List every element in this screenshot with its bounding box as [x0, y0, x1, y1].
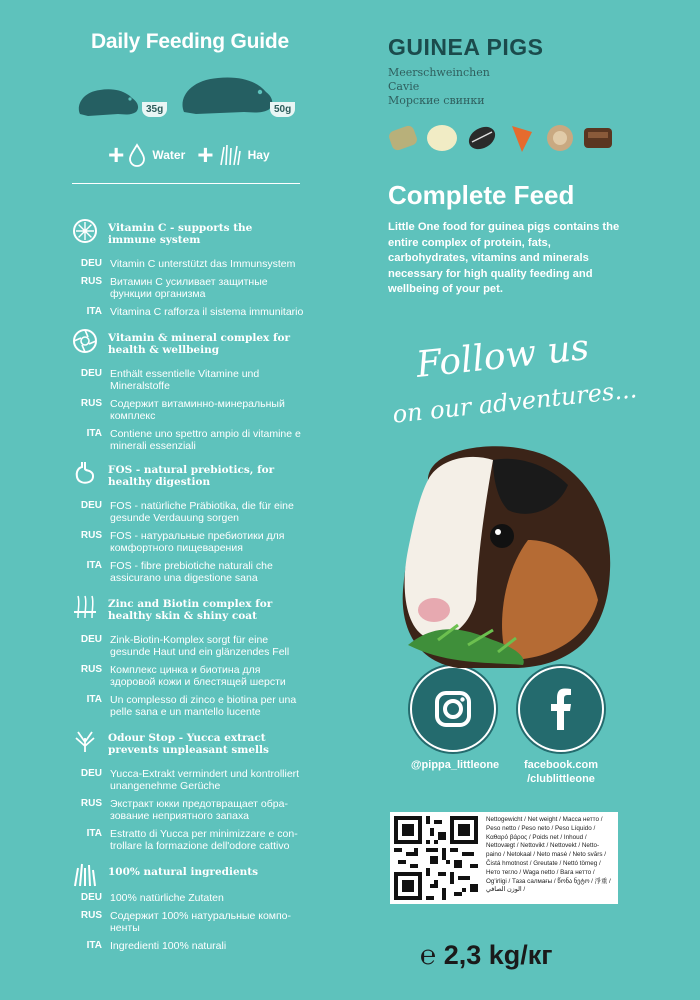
species-subtitle-it: Cavie [388, 80, 420, 93]
follow-us-line2: on our adventures... [391, 375, 639, 429]
species-title: GUINEA PIGS [388, 34, 544, 60]
translation-text: Vitamina C rafforza il sistema immunitario [110, 306, 304, 318]
instagram-handle[interactable]: @pippa_littleone [410, 759, 500, 771]
hair-follicle-icon [72, 594, 98, 620]
instagram-button[interactable] [408, 664, 498, 754]
translation-text: Содержит витаминно-минеральный комплекс [110, 398, 285, 422]
translation-row [72, 664, 308, 688]
complete-feed-title: Complete Feed [388, 180, 575, 210]
complete-feed-description: Little One food for guinea pigs contains the entire complex of protein, fats, carbohydrates, vitamins and minerals necessary for high quality feeding and wellbeing of your pet. [388, 221, 620, 296]
translation-row [72, 768, 308, 792]
facebook-button[interactable] [516, 664, 606, 754]
follow-us-line1: Follow us [414, 327, 591, 386]
translation-text: Комплекс цинка и биотина для здоровой кожи и блестящей шерсти [110, 664, 286, 688]
translation-row [72, 368, 308, 392]
sunflower-seed-icon [465, 122, 499, 153]
language-code: ITA [86, 828, 102, 839]
language-code: RUS [80, 398, 102, 409]
benefit-title: Odour Stop - Yucca extract prevents unpleasant smells [108, 732, 269, 756]
translation-text: Содержит 100% натуральные компо-ненты [110, 910, 292, 934]
qr-code[interactable] [394, 816, 478, 900]
water-label: Water [152, 148, 186, 162]
water-hay-row [108, 139, 270, 170]
translation-row [72, 634, 308, 658]
translation-row [72, 892, 308, 904]
language-code: DEU [80, 634, 102, 645]
language-code: DEU [80, 368, 102, 379]
translation-row [72, 530, 308, 554]
translation-text: FOS - natürliche Präbiotika, die für eine gesunde Verdauung sorgen [110, 500, 294, 524]
hay-label: Hay [247, 148, 270, 162]
translation-text: Экстракт юкки предотвращает обра-зование неприятного запаха [110, 798, 288, 822]
translation-text: FOS - fibre prebiotiche naturali che assicurano una digestione sana [110, 560, 273, 584]
alfalfa-pellet-icon [388, 124, 419, 152]
grass-icon [72, 862, 98, 888]
feeding-guide-title: Daily Feeding Guide [90, 30, 290, 53]
net-weight-panel [390, 812, 618, 904]
walnut-icon [547, 125, 573, 151]
translation-text: FOS - натуральные пребиотики для комфортного пищеварения [110, 530, 285, 554]
translation-row [72, 910, 308, 934]
plus-icon: + [108, 139, 125, 170]
translation-row [72, 398, 308, 422]
aperture-icon [72, 328, 98, 354]
guinea-pig-photo [398, 440, 618, 670]
translation-row [72, 798, 308, 822]
benefit-zinc-biotin [72, 598, 308, 718]
facebook-url[interactable] [506, 758, 616, 786]
language-code: RUS [80, 664, 102, 675]
language-code: ITA [86, 694, 102, 705]
language-code: RUS [80, 276, 102, 287]
ingredient-icons [388, 120, 620, 156]
translation-row [72, 694, 308, 718]
language-code: RUS [80, 798, 102, 809]
plus-icon: + [197, 139, 214, 170]
species-subtitle-de: Meerschweinchen [388, 66, 490, 79]
translation-row [72, 258, 308, 270]
benefit-title: Zinc and Biotin complex for healthy skin & shiny coat [108, 598, 273, 622]
translation-row [72, 828, 308, 852]
language-code: DEU [80, 768, 102, 779]
translation-text: Contiene uno spettro ampio di vitamine e minerali essenziali [110, 428, 301, 452]
benefit-title: Vitamin & mineral complex for health & wellbeing [108, 332, 291, 356]
stomach-icon [72, 460, 98, 486]
benefit-fos [72, 464, 308, 584]
translation-row [72, 500, 308, 524]
large-portion-label: 50g [270, 102, 295, 117]
benefit-vitamin-c [72, 222, 308, 318]
translation-row [72, 560, 308, 584]
language-code: ITA [86, 428, 102, 439]
language-code: RUS [80, 910, 102, 921]
benefit-odour-stop [72, 732, 308, 852]
translation-text: Yucca-Extrakt vermindert und kontrolliert unangenehme Gerüche [110, 768, 300, 792]
language-code: ITA [86, 560, 102, 571]
benefit-title: Vitamin C - supports the immune system [108, 222, 253, 246]
translation-text: 100% natürliche Zutaten [110, 892, 224, 904]
carrot-icon [512, 126, 532, 152]
portion-icons [72, 72, 308, 122]
facebook-url-line2: /clublittleone [527, 773, 595, 785]
hay-icon [218, 143, 242, 167]
translation-text: Zink-Biotin-Komplex sorgt für eine gesunde Haut und ein glänzendes Fell [110, 634, 290, 658]
species-subtitle-ru: Морские свинки [388, 94, 485, 107]
dried-fruit-icon [584, 128, 612, 148]
translation-text: Estratto di Yucca per minimizzare e con-trollare la formazione dell'odore cattivo [110, 828, 298, 852]
water-drop-icon [128, 143, 146, 167]
small-portion-label: 35g [142, 102, 167, 117]
net-weight-value: ℮ 2,3 kg/кг [420, 940, 553, 970]
language-code: DEU [80, 500, 102, 511]
net-weight-translations: Nettogewicht / Net weight / Масса нетто / Peso netto / Peso neto / Peso Líquido / Καθαρό βάρος / Poids net / Inhoud / Nettovægt / Nettovikt / Nettovekt / Netto-paino / Netokaal / Neto masė / Neto svārs / Čistá hmotnost / Greutate / Nettó tömeg / Нето тегло / Waga netto / Вага нетто / Og'irligi / Таза салмағы / წონა ნეტო / 淨重 / الوزن الصافي / [486, 816, 611, 894]
follow-us-heading [388, 327, 639, 444]
language-code: RUS [80, 530, 102, 541]
benefit-title: FOS - natural prebiotics, for healthy digestion [108, 464, 275, 488]
language-code: ITA [86, 940, 102, 951]
translation-row [72, 940, 308, 952]
language-code: ITA [86, 306, 102, 317]
small-guinea-pig-icon [74, 84, 142, 120]
translation-text: Un complesso di zinco e biotina per una pelle sana e un mantello lucente [110, 694, 297, 718]
large-guinea-pig-icon [178, 72, 278, 118]
facebook-icon [516, 664, 606, 754]
translation-row [72, 306, 308, 318]
translation-text: Ingredienti 100% naturali [110, 940, 227, 952]
translation-text: Витамин С усиливает защитные функции организма [110, 276, 268, 300]
benefit-title: 100% natural ingredients [108, 866, 259, 878]
facebook-url-line1: facebook.com [524, 759, 598, 771]
benefit-vitamin-mineral [72, 332, 308, 452]
translation-row [72, 428, 308, 452]
corn-flake-icon [427, 125, 457, 151]
translation-row [72, 276, 308, 300]
translation-text: Vitamin C unterstützt das Immunsystem [110, 258, 296, 270]
language-code: DEU [80, 892, 102, 903]
benefit-natural-ingredients [72, 866, 308, 952]
language-code: DEU [80, 258, 102, 269]
citrus-slice-icon [72, 218, 98, 244]
yucca-plant-icon [72, 728, 98, 754]
instagram-icon [408, 664, 498, 754]
divider [72, 183, 300, 184]
translation-text: Enthält essentielle Vitamine und Mineralstoffe [110, 368, 260, 392]
